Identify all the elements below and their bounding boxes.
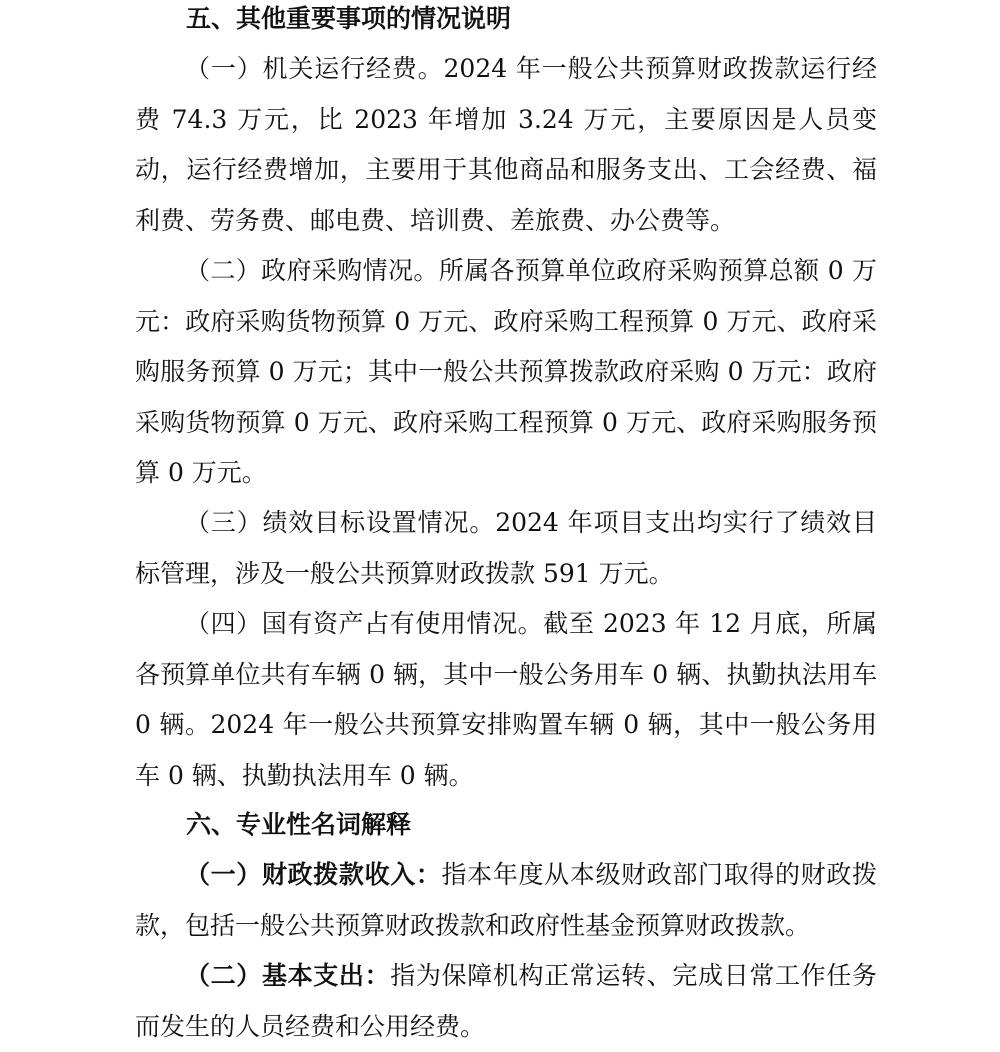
- paragraph-lead: （三）绩效目标设置情况。: [185, 508, 496, 537]
- section-heading-terminology: 六、专业性名词解释: [186, 810, 412, 839]
- paragraph-fiscal-appropriation-income: [135, 850, 877, 951]
- paragraph-lead: （四）国有资产占有使用情况。: [185, 609, 544, 638]
- paragraph-body: 所属各预算单位政府采购预算总额 0 万元：政府采购货物预算 0 万元、政府采购工程预算 0 万元、政府采购服务预算 0 万元；其中一般公共预算拨款政府采购 0 万元：政府采购货物预算 0 万元、政府采购工程预算 0 万元、政府采购服务预算 0 万元。: [135, 256, 877, 487]
- paragraph-body: 指为保障机构正常运转、完成日常工作任务而发生的人员经费和公用经费。: [135, 961, 877, 1041]
- paragraph-lead: （二）政府采购情况。: [185, 256, 439, 285]
- paragraph-state-assets: [135, 599, 877, 801]
- paragraph-government-procurement: [135, 246, 877, 499]
- paragraph-performance-targets: [135, 498, 877, 599]
- paragraph-body: 指本年度从本级财政部门取得的财政拨款，包括一般公共预算财政拨款和政府性基金预算财政拨款。: [135, 860, 877, 940]
- paragraph-lead: （二）基本支出：: [185, 961, 391, 990]
- paragraph-lead: （一）机关运行经费。: [185, 54, 444, 83]
- paragraph-basic-expenditure: [135, 951, 877, 1052]
- paragraph-operating-expenses: [135, 44, 877, 246]
- section-heading-other-matters: 五、其他重要事项的情况说明: [186, 4, 512, 33]
- paragraph-body: 2024 年一般公共预算财政拨款运行经费 74.3 万元，比 2023 年增加 3.24 万元，主要原因是人员变动，运行经费增加，主要用于其他商品和服务支出、工会经费、福利费、劳务费、邮电费、培训费、差旅费、办公费等。: [135, 54, 877, 235]
- paragraph-body: 2024 年项目支出均实行了绩效目标管理，涉及一般公共预算财政拨款 591 万元。: [135, 508, 877, 588]
- paragraph-body: 截至 2023 年 12 月底，所属各预算单位共有车辆 0 辆，其中一般公务用车 0 辆、执勤执法用车 0 辆。2024 年一般公共预算安排购置车辆 0 辆，其中一般公务用车 0 辆、执勤执法用车 0 辆。: [135, 609, 877, 790]
- paragraph-lead: （一）财政拨款收入：: [185, 860, 442, 889]
